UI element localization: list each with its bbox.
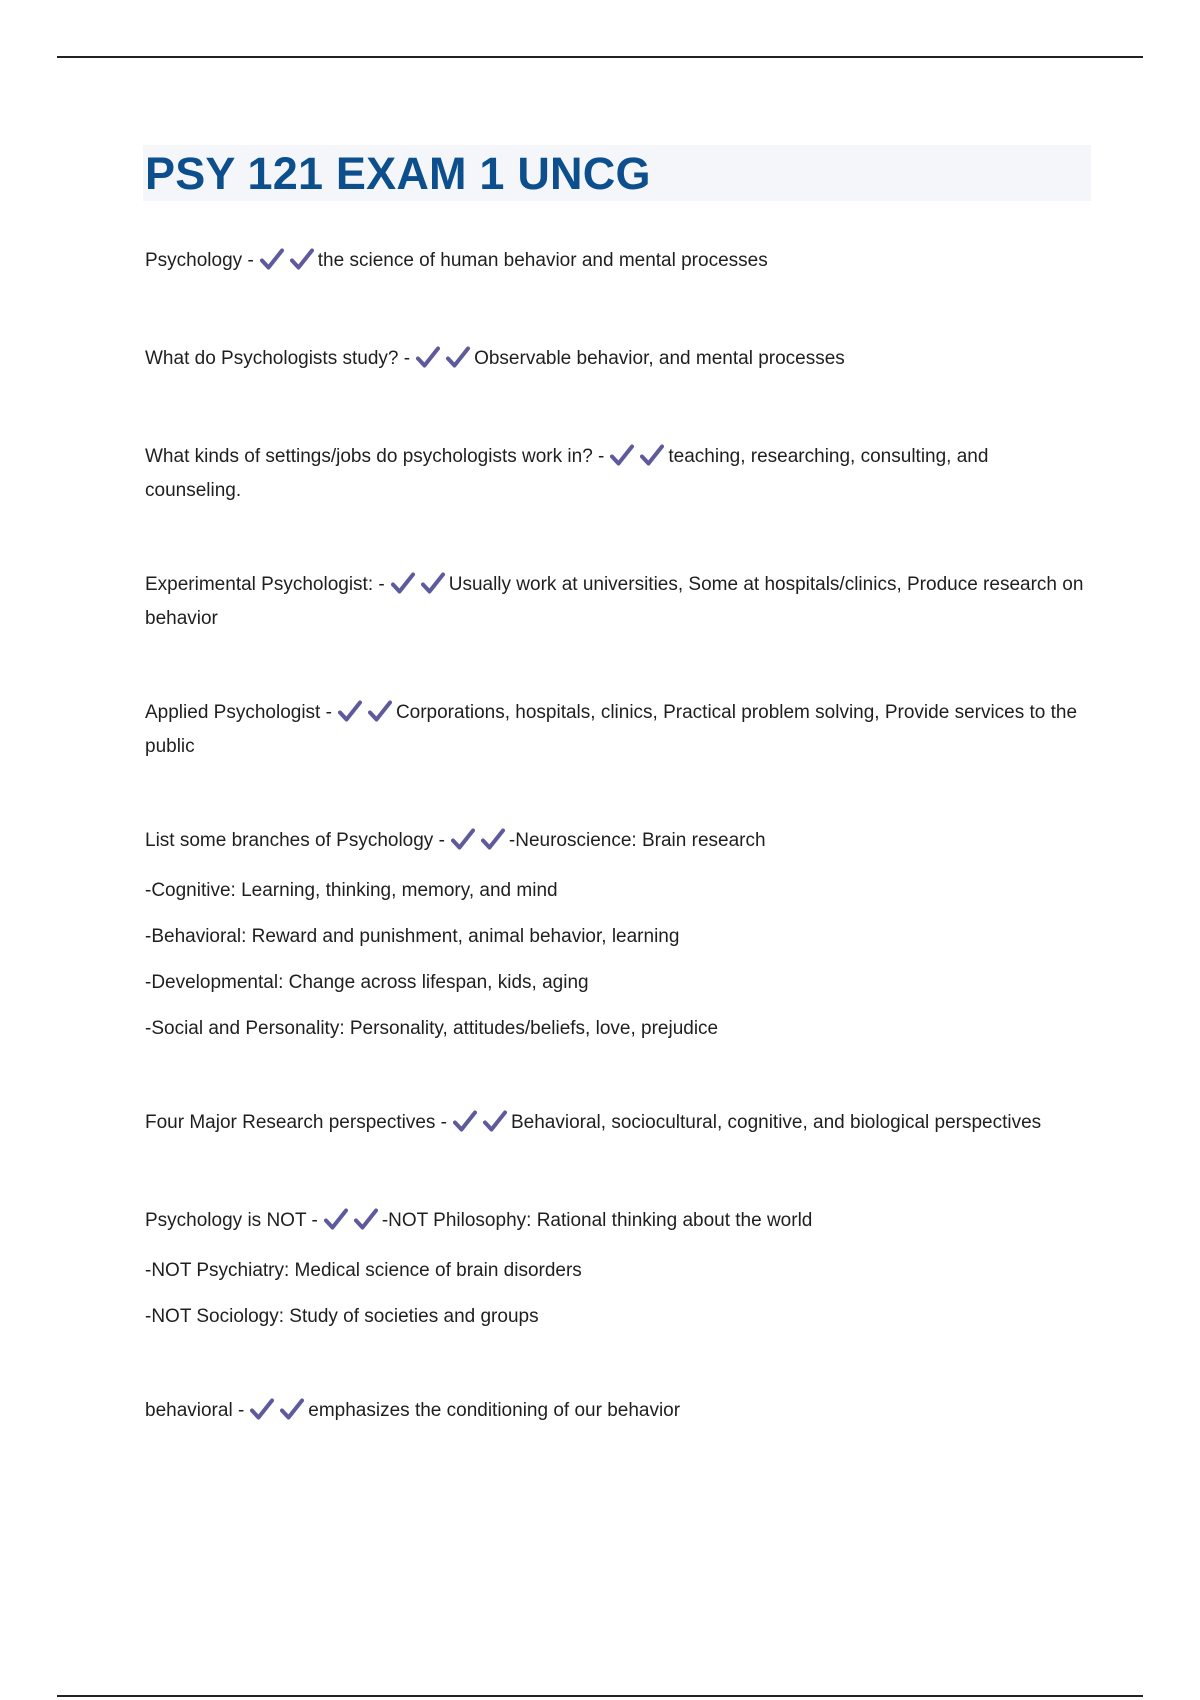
- entry-definition: -Neuroscience: Brain research: [508, 830, 766, 851]
- entry-subline: -Cognitive: Learning, thinking, memory, and mind: [145, 880, 558, 901]
- checkmark-icon: [324, 1208, 348, 1230]
- entry-line: [145, 698, 1085, 762]
- flashcard-entry: [145, 1206, 1085, 1332]
- entry-definition: the science of human behavior and mental processes: [317, 250, 768, 271]
- entry-subline: -Social and Personality: Personality, attitudes/beliefs, love, prejudice: [145, 1018, 719, 1039]
- checkmark-icon: [483, 1110, 507, 1132]
- entry-line: [145, 246, 1085, 280]
- checkmark-icon: [640, 444, 664, 466]
- entry-term: Four Major Research perspectives -: [145, 1112, 447, 1133]
- check-marks: [610, 444, 664, 476]
- entry-line: [145, 1108, 1085, 1142]
- entry-definition: -NOT Philosophy: Rational thinking about the world: [381, 1210, 813, 1231]
- check-marks: [391, 572, 445, 604]
- check-marks: [324, 1208, 378, 1240]
- flashcard-entry: [145, 246, 1085, 280]
- entry-term: What kinds of settings/jobs do psychologists work in? -: [145, 446, 605, 467]
- checkmark-icon: [451, 828, 475, 850]
- entry-subline: -NOT Sociology: Study of societies and groups: [145, 1306, 539, 1327]
- checkmark-icon: [290, 248, 314, 270]
- entry-line: [145, 826, 1085, 860]
- entry-definition: emphasizes the conditioning of our behavior: [308, 1400, 681, 1421]
- top-divider: [57, 56, 1143, 58]
- checkmark-icon: [260, 248, 284, 270]
- entry-line: [145, 442, 1085, 506]
- entry-subline: -NOT Psychiatry: Medical science of brain disorders: [145, 1260, 582, 1281]
- checkmark-icon: [250, 1398, 274, 1420]
- entry-term: Psychology is NOT -: [145, 1210, 318, 1231]
- checkmark-icon: [610, 444, 634, 466]
- check-marks: [250, 1398, 304, 1430]
- entry-subline: -Developmental: Change across lifespan, kids, aging: [145, 972, 589, 993]
- checkmark-icon: [446, 346, 470, 368]
- entry-definition: Usually work at universities, Some at hospitals/clinics, Produce research on behavior: [145, 574, 1084, 629]
- checkmark-icon: [481, 828, 505, 850]
- entry-term: Psychology -: [145, 250, 254, 271]
- checkmark-icon: [391, 572, 415, 594]
- checkmark-icon: [453, 1110, 477, 1132]
- document-title: PSY 121 EXAM 1 UNCG: [145, 148, 651, 199]
- flashcard-list: [145, 246, 1085, 1494]
- entry-definition: teaching, researching, consulting, and counseling.: [145, 446, 989, 501]
- check-marks: [338, 700, 392, 732]
- flashcard-entry: [145, 344, 1085, 378]
- entry-subline: -Behavioral: Reward and punishment, animal behavior, learning: [145, 926, 680, 947]
- entry-line: [145, 344, 1085, 378]
- flashcard-entry: [145, 698, 1085, 762]
- flashcard-entry: [145, 442, 1085, 506]
- entry-definition: Observable behavior, and mental processes: [474, 348, 845, 369]
- entry-definition: Behavioral, sociocultural, cognitive, and biological perspectives: [511, 1112, 1042, 1133]
- checkmark-icon: [368, 700, 392, 722]
- entry-definition: Corporations, hospitals, clinics, Practical problem solving, Provide services to the public: [145, 702, 1078, 757]
- bottom-divider: [57, 1695, 1143, 1697]
- flashcard-entry: [145, 570, 1085, 634]
- checkmark-icon: [338, 700, 362, 722]
- check-marks: [260, 248, 314, 280]
- entry-line: [145, 1396, 1085, 1430]
- flashcard-entry: [145, 826, 1085, 1044]
- entry-term: behavioral -: [145, 1400, 245, 1421]
- entry-term: What do Psychologists study? -: [145, 348, 411, 369]
- flashcard-entry: [145, 1396, 1085, 1430]
- check-marks: [451, 828, 505, 860]
- checkmark-icon: [421, 572, 445, 594]
- entry-line: [145, 1206, 1085, 1240]
- entry-line: [145, 570, 1085, 634]
- check-marks: [416, 346, 470, 378]
- flashcard-entry: [145, 1108, 1085, 1142]
- checkmark-icon: [416, 346, 440, 368]
- check-marks: [453, 1110, 507, 1142]
- entry-term: List some branches of Psychology -: [145, 830, 445, 851]
- entry-term: Experimental Psychologist: -: [145, 574, 385, 595]
- checkmark-icon: [354, 1208, 378, 1230]
- entry-term: Applied Psychologist -: [145, 702, 332, 723]
- checkmark-icon: [280, 1398, 304, 1420]
